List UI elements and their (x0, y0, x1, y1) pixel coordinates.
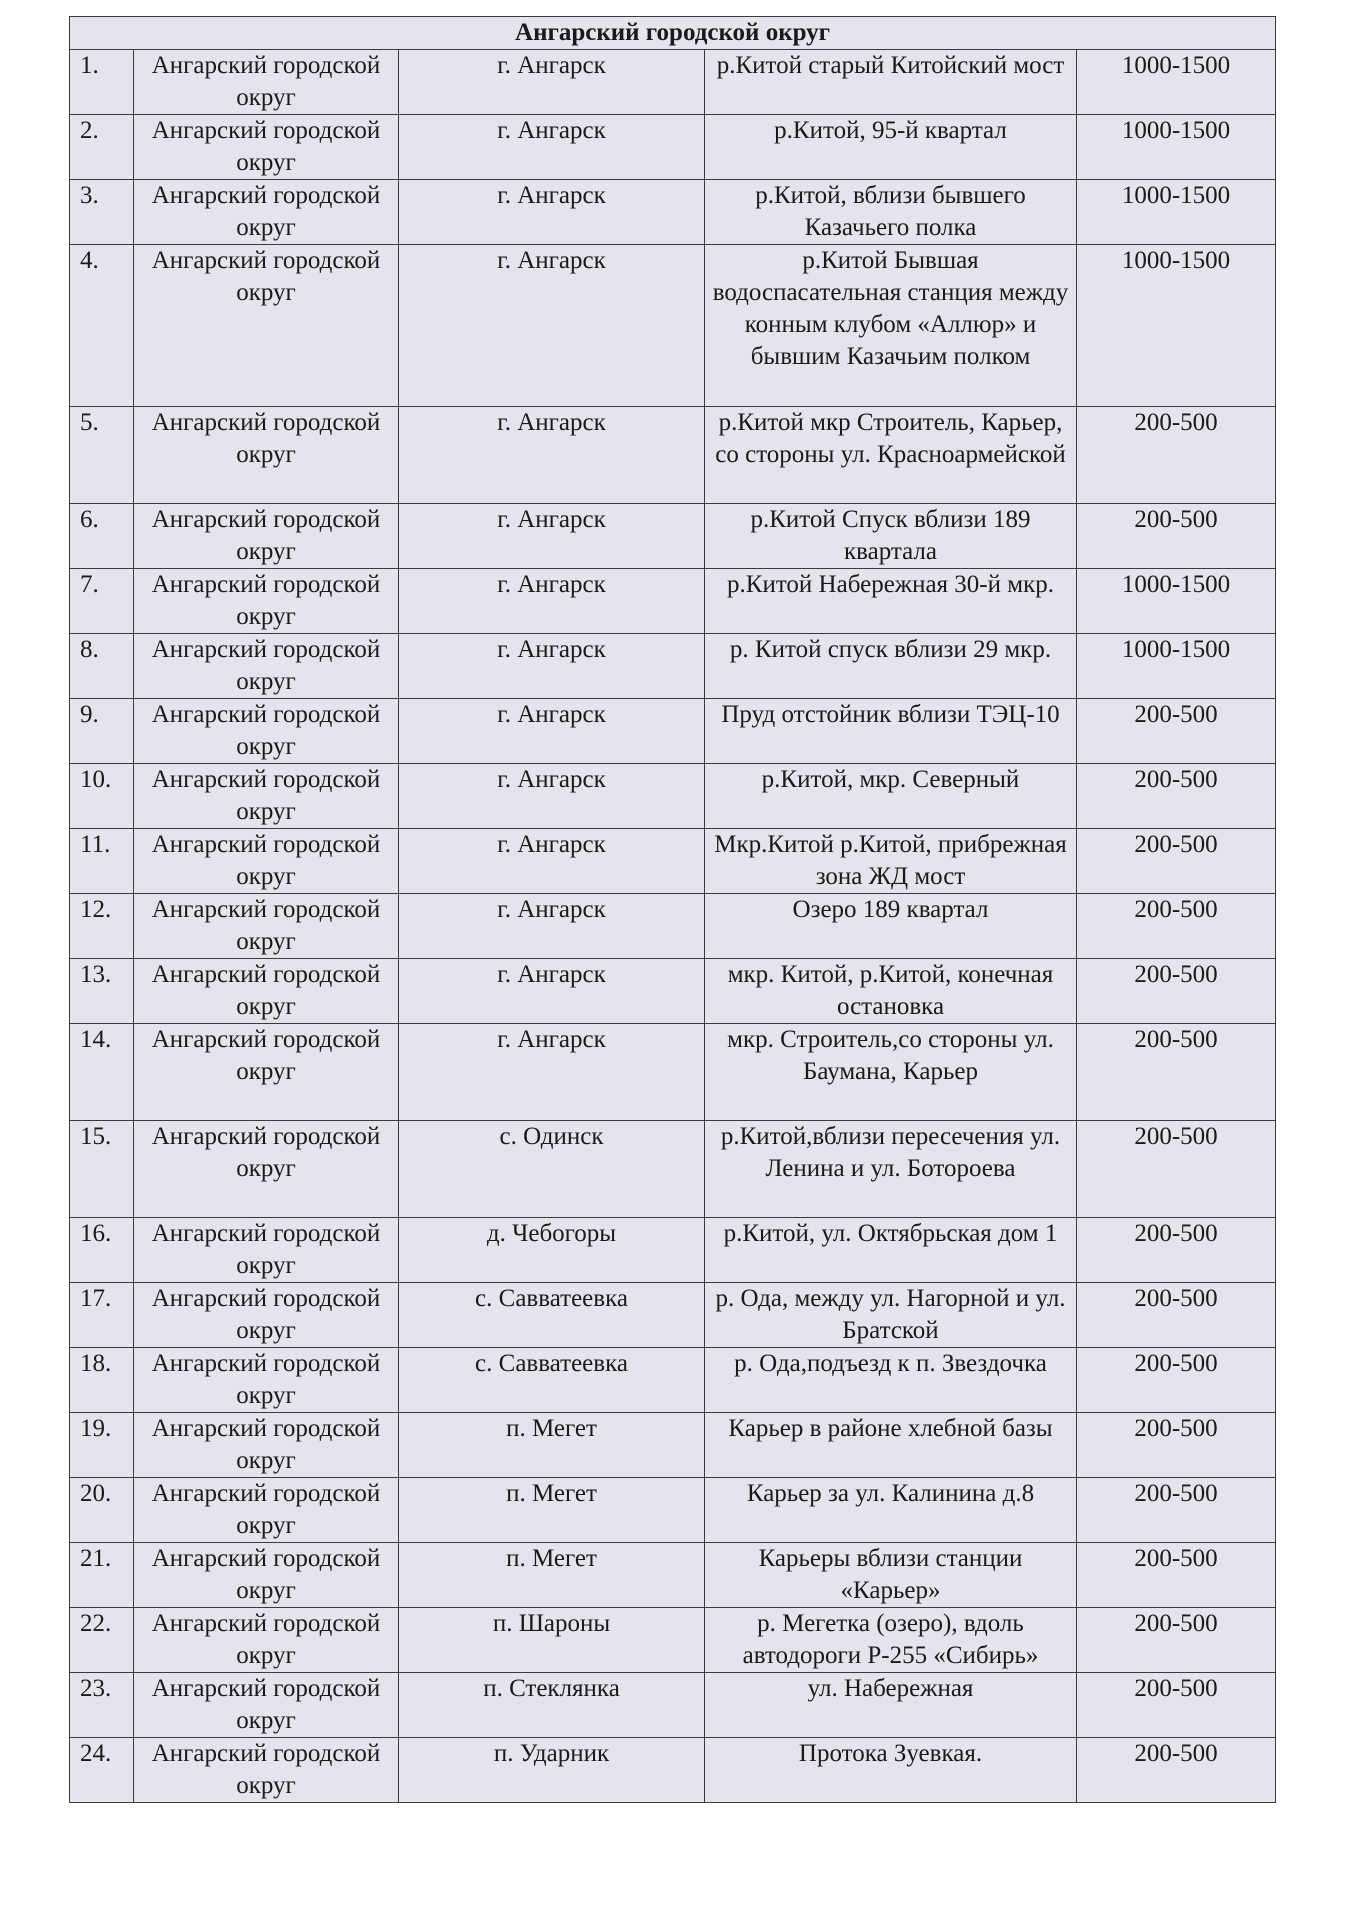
table-row (70, 245, 1276, 407)
locations-table (69, 16, 1276, 1803)
cell-location: Карьер в районе хлебной базы (705, 1413, 1077, 1478)
cell-settlement: п. Мегет (399, 1413, 705, 1478)
cell-depth: 200-500 (1077, 504, 1276, 569)
cell-location: мкр. Китой, р.Китой, конечная остановка (705, 959, 1077, 1024)
cell-district: Ангарский городской округ (134, 829, 399, 894)
table-row (70, 407, 1276, 504)
cell-depth: 1000-1500 (1077, 569, 1276, 634)
cell-settlement: п. Ударник (399, 1738, 705, 1803)
table-row (70, 959, 1276, 1024)
cell-num: 17. (70, 1283, 134, 1348)
cell-location: Протока Зуевкая. (705, 1738, 1077, 1803)
cell-settlement: с. Савватеевка (399, 1348, 705, 1413)
cell-num: 18. (70, 1348, 134, 1413)
cell-depth: 200-500 (1077, 699, 1276, 764)
table-row (70, 634, 1276, 699)
cell-location: р.Китой мкр Строитель, Карьер, со стороны ул. Красноармейской (705, 407, 1077, 504)
cell-num: 19. (70, 1413, 134, 1478)
cell-num: 20. (70, 1478, 134, 1543)
cell-settlement: п. Шароны (399, 1608, 705, 1673)
cell-depth: 200-500 (1077, 959, 1276, 1024)
table-row (70, 894, 1276, 959)
table-row (70, 1478, 1276, 1543)
table-title-row (70, 17, 1276, 50)
cell-num: 4. (70, 245, 134, 407)
cell-location: р.Китой,вблизи пересечения ул. Ленина и ул. Ботороева (705, 1121, 1077, 1218)
cell-depth: 200-500 (1077, 1543, 1276, 1608)
cell-settlement: г. Ангарск (399, 829, 705, 894)
table-row (70, 1348, 1276, 1413)
table-row (70, 764, 1276, 829)
cell-num: 16. (70, 1218, 134, 1283)
cell-settlement: г. Ангарск (399, 764, 705, 829)
cell-num: 3. (70, 180, 134, 245)
cell-depth: 200-500 (1077, 407, 1276, 504)
cell-location: Карьеры вблизи станции «Карьер» (705, 1543, 1077, 1608)
cell-district: Ангарский городской округ (134, 1218, 399, 1283)
cell-settlement: г. Ангарск (399, 569, 705, 634)
table-row (70, 1413, 1276, 1478)
cell-location: р. Ода, между ул. Нагорной и ул. Братской (705, 1283, 1077, 1348)
cell-num: 15. (70, 1121, 134, 1218)
table-row (70, 50, 1276, 115)
cell-settlement: г. Ангарск (399, 50, 705, 115)
cell-district: Ангарский городской округ (134, 407, 399, 504)
cell-settlement: г. Ангарск (399, 959, 705, 1024)
cell-depth: 200-500 (1077, 1413, 1276, 1478)
cell-location: р.Китой Бывшая водоспасательная станция между конным клубом «Аллюр» и бывшим Казачьим полком (705, 245, 1077, 407)
table-row (70, 699, 1276, 764)
cell-depth: 200-500 (1077, 829, 1276, 894)
cell-district: Ангарский городской округ (134, 764, 399, 829)
cell-settlement: г. Ангарск (399, 115, 705, 180)
cell-location: р. Китой спуск вблизи 29 мкр. (705, 634, 1077, 699)
cell-district: Ангарский городской округ (134, 1608, 399, 1673)
cell-num: 12. (70, 894, 134, 959)
cell-district: Ангарский городской округ (134, 959, 399, 1024)
cell-settlement: г. Ангарск (399, 894, 705, 959)
cell-depth: 1000-1500 (1077, 634, 1276, 699)
cell-district: Ангарский городской округ (134, 50, 399, 115)
cell-num: 8. (70, 634, 134, 699)
table-title: Ангарский городской округ (70, 17, 1276, 50)
cell-settlement: г. Ангарск (399, 504, 705, 569)
table-row (70, 1673, 1276, 1738)
cell-depth: 200-500 (1077, 1478, 1276, 1543)
cell-settlement: п. Мегет (399, 1543, 705, 1608)
cell-district: Ангарский городской округ (134, 1413, 399, 1478)
cell-depth: 200-500 (1077, 764, 1276, 829)
cell-location: Карьер за ул. Калинина д.8 (705, 1478, 1077, 1543)
cell-num: 7. (70, 569, 134, 634)
cell-district: Ангарский городской округ (134, 180, 399, 245)
cell-num: 14. (70, 1024, 134, 1121)
table-row (70, 1121, 1276, 1218)
cell-num: 24. (70, 1738, 134, 1803)
cell-depth: 200-500 (1077, 1283, 1276, 1348)
cell-settlement: п. Стеклянка (399, 1673, 705, 1738)
cell-num: 11. (70, 829, 134, 894)
cell-num: 23. (70, 1673, 134, 1738)
cell-depth: 1000-1500 (1077, 180, 1276, 245)
cell-district: Ангарский городской округ (134, 504, 399, 569)
cell-district: Ангарский городской округ (134, 1121, 399, 1218)
cell-num: 1. (70, 50, 134, 115)
cell-num: 5. (70, 407, 134, 504)
cell-location: р.Китой Спуск вблизи 189 квартала (705, 504, 1077, 569)
table-row (70, 115, 1276, 180)
cell-depth: 200-500 (1077, 1738, 1276, 1803)
cell-district: Ангарский городской округ (134, 569, 399, 634)
cell-district: Ангарский городской округ (134, 1348, 399, 1413)
cell-district: Ангарский городской округ (134, 1738, 399, 1803)
cell-num: 2. (70, 115, 134, 180)
cell-location: р. Ода,подъезд к п. Звездочка (705, 1348, 1077, 1413)
cell-district: Ангарский городской округ (134, 1543, 399, 1608)
table-row (70, 180, 1276, 245)
cell-depth: 200-500 (1077, 1121, 1276, 1218)
cell-settlement: с. Одинск (399, 1121, 705, 1218)
cell-num: 6. (70, 504, 134, 569)
cell-location: р.Китой, вблизи бывшего Казачьего полка (705, 180, 1077, 245)
table-row (70, 1024, 1276, 1121)
table-row (70, 504, 1276, 569)
cell-district: Ангарский городской округ (134, 894, 399, 959)
cell-settlement: г. Ангарск (399, 407, 705, 504)
cell-settlement: д. Чебогоры (399, 1218, 705, 1283)
cell-location: мкр. Строитель,со стороны ул. Баумана, Карьер (705, 1024, 1077, 1121)
cell-location: р.Китой, мкр. Северный (705, 764, 1077, 829)
cell-district: Ангарский городской округ (134, 634, 399, 699)
cell-location: р.Китой старый Китойский мост (705, 50, 1077, 115)
cell-num: 22. (70, 1608, 134, 1673)
cell-depth: 200-500 (1077, 1024, 1276, 1121)
table-row (70, 1608, 1276, 1673)
cell-location: Озеро 189 квартал (705, 894, 1077, 959)
cell-depth: 200-500 (1077, 1218, 1276, 1283)
cell-district: Ангарский городской округ (134, 1024, 399, 1121)
cell-district: Ангарский городской округ (134, 245, 399, 407)
table-row (70, 1543, 1276, 1608)
cell-num: 10. (70, 764, 134, 829)
cell-location: Пруд отстойник вблизи ТЭЦ-10 (705, 699, 1077, 764)
cell-settlement: п. Мегет (399, 1478, 705, 1543)
cell-location: р. Мегетка (озеро), вдоль автодороги Р-255 «Сибирь» (705, 1608, 1077, 1673)
cell-num: 21. (70, 1543, 134, 1608)
cell-settlement: г. Ангарск (399, 1024, 705, 1121)
cell-district: Ангарский городской округ (134, 1478, 399, 1543)
cell-depth: 1000-1500 (1077, 115, 1276, 180)
cell-settlement: г. Ангарск (399, 245, 705, 407)
cell-district: Ангарский городской округ (134, 1673, 399, 1738)
cell-settlement: г. Ангарск (399, 699, 705, 764)
cell-settlement: с. Савватеевка (399, 1283, 705, 1348)
cell-settlement: г. Ангарск (399, 634, 705, 699)
cell-settlement: г. Ангарск (399, 180, 705, 245)
cell-district: Ангарский городской округ (134, 699, 399, 764)
cell-location: Мкр.Китой р.Китой, прибрежная зона ЖД мост (705, 829, 1077, 894)
cell-location: р.Китой Набережная 30-й мкр. (705, 569, 1077, 634)
cell-location: ул. Набережная (705, 1673, 1077, 1738)
cell-depth: 1000-1500 (1077, 245, 1276, 407)
table-row (70, 1283, 1276, 1348)
cell-district: Ангарский городской округ (134, 115, 399, 180)
table-row (70, 829, 1276, 894)
cell-location: р.Китой, 95-й квартал (705, 115, 1077, 180)
cell-depth: 200-500 (1077, 1673, 1276, 1738)
cell-location: р.Китой, ул. Октябрьская дом 1 (705, 1218, 1077, 1283)
cell-num: 13. (70, 959, 134, 1024)
table-row (70, 1218, 1276, 1283)
cell-depth: 200-500 (1077, 1348, 1276, 1413)
table-row (70, 1738, 1276, 1803)
cell-depth: 200-500 (1077, 1608, 1276, 1673)
cell-depth: 200-500 (1077, 894, 1276, 959)
cell-num: 9. (70, 699, 134, 764)
cell-district: Ангарский городской округ (134, 1283, 399, 1348)
table-row (70, 569, 1276, 634)
cell-depth: 1000-1500 (1077, 50, 1276, 115)
